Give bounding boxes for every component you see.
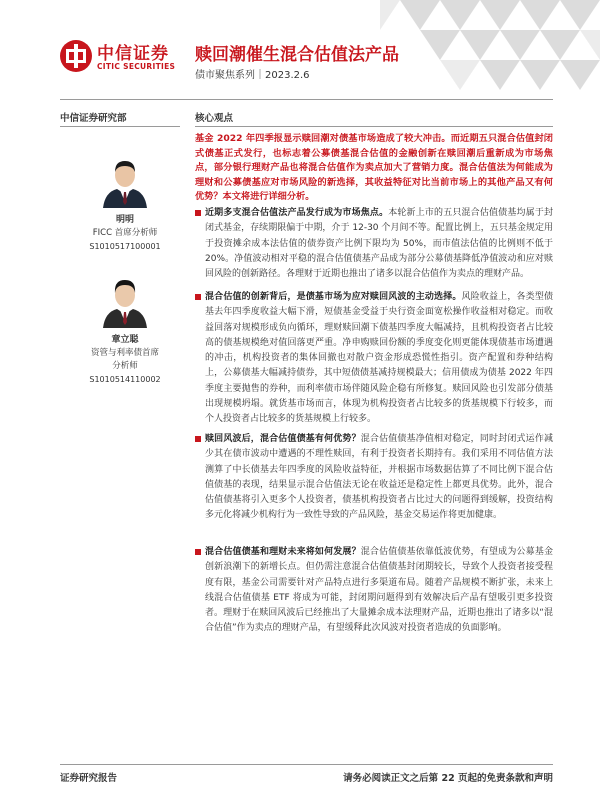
analyst-role: 分析师	[112, 361, 138, 371]
sidebar-heading: 中信证券研究部	[60, 113, 127, 124]
logo-mark-icon	[60, 40, 92, 72]
summary-intro: 基金 2022 年四季报显示赎回潮对债基市场造成了较大冲击。而近期五只混合估值封闭式债基正式发行，也标志着公募债基混合估值的金融创新在赎回潮后重新成为市场焦点，部分银行理财产品也将混合估值作为卖点加大了营销力度。混合估值法为何能成为理财和公募债基应对市场风险的新选择，其收益特征对比当前市场上的其他产品又有何优势？本文将进行详细分析。	[195, 133, 553, 203]
bullet-paragraph	[195, 206, 553, 282]
paragraph-lead: 近期多支混合估值法产品发行成为市场焦点。	[205, 208, 389, 218]
analyst-photo	[97, 272, 153, 328]
analyst-card	[60, 272, 190, 386]
paragraph-lead: 赎回风波后，混合估值债基有何优势？	[205, 434, 361, 444]
company-logo	[60, 37, 180, 83]
bullet-marker-icon	[195, 294, 201, 300]
section-divider-right	[195, 126, 553, 127]
analyst-role: FICC 首席分析师	[92, 228, 158, 238]
series-date: 债市聚焦系列｜2023.2.6	[195, 70, 310, 81]
analyst-role: 资管与利率债首席	[90, 348, 159, 358]
bullet-marker-icon	[195, 549, 201, 555]
logo-text-cn: 中信证券	[97, 44, 169, 64]
report-title: 赎回潮催生混合估值法产品	[195, 45, 399, 65]
logo-text-en: CITIC SECURITIES	[97, 62, 176, 71]
analyst-name: 明明	[115, 215, 134, 225]
header-pattern	[380, 0, 600, 100]
section-divider-left	[60, 126, 180, 127]
bullet-paragraph	[195, 432, 553, 524]
paragraph-body: 本轮新上市的五只混合估值债基均属于封闭式基金，存续期限偏于中期，介于 12-30 个月间不等。配置比例上，五只基金规定用于投资摊余成本法估值的债券资产比例下限均为 50%，而市值法估值的比例则不低于 20%。净值波动相对平稳的混合估值债基产品成为部分公募债基降低净值波动和应对赎回风险的创新路径。各理财于近期也推出了诸多以混合估值作为卖点的理财产品。	[205, 208, 553, 280]
bullet-marker-icon	[195, 210, 201, 216]
bullet-marker-icon	[195, 436, 201, 442]
footer-report-type: 证券研究报告	[60, 773, 118, 784]
paragraph-body: 风险收益上，各类型债基去年四季度收益大幅下滑，短债基金受益于央行资金面宽松操作收益相对稳定。而收益回落对规模形成负向循环，理财赎回潮下债基四季度大幅减持，且机构投资者占比较高的债基规模绝对值回落更严重。净申购赎回份额的季度变化则更能体现债基市场遭遇的冲击，机构投资者的集体回撤也对散户资金形成恐慌性指引。资产配置和券种结构上，公募债基大幅减持债券，其中短债债基减持规模最大；信用债成为债基 2022 年四季度主要抛售的券种，而利率债市场伴随风险企稳有所修复。赎回风险也引发部分债基出现规模坍塌。就货基市场而言，体现为机构投资者占比较多的货基规模下行较多，而个人投资者占比较多的货基规模上行较多。	[205, 292, 553, 425]
header-divider	[60, 99, 553, 100]
analyst-cert-number: S1010514110002	[89, 375, 161, 384]
paragraph-lead: 混合估值的创新背后，是债基市场为应对赎回风波的主动选择。	[205, 292, 462, 302]
paragraph-lead: 混合估值债基和理财未来将如何发展？	[205, 547, 361, 557]
analyst-card	[60, 152, 190, 253]
paragraph-body: 混合估值债基依靠低波优势，有望成为公募基金创新浪潮下的新增长点。但仍需注意混合估值债基封闭期较长，导致个人投资者接受程度有限，基金公司需要针对产品特点进行多渠道布局。随着产品规模不断扩张，未来上线混合估值债基 ETF 将成为可能，封闭期问题得到有效解决后产品有望吸引更多投资者。理财于在赎回风波后已经推出了大量摊余成本法理财产品，近期也推出了诸多以“混合估值”作为卖点的理财产品，有望缓释此次风波对投资者造成的负面影响。	[205, 547, 553, 634]
footer-divider	[60, 764, 553, 765]
bullet-paragraph	[195, 545, 553, 637]
footer-disclaimer: 请务必阅读正文之后第 22 页起的免责条款和声明	[343, 773, 553, 784]
analyst-cert-number: S1010517100001	[89, 242, 161, 251]
paragraph-body: 混合估值债基净值相对稳定，同时封闭式运作减少其在债市波动中遭遇的不理性赎回，有利于投资者长期持有。我们采用不同估值方法测算了中长债基去年四季度的风险收益特征，并根据市场数据估算了不同比例下混合估值债基的表现，结果显示混合估值法无论在收益还是稳定性上都更具优势。此外，混合估值债基将引入更多个人投资者，债基机构投资者占比过大的问题得到缓解，投资结构多元化将减少机构行为一致性导致的产品风险，基金交易运作将更加健康。	[205, 434, 553, 521]
analyst-photo	[97, 152, 153, 208]
bullet-paragraph	[195, 290, 553, 428]
analyst-name: 章立聪	[111, 335, 139, 345]
section-heading: 核心观点	[195, 113, 234, 124]
